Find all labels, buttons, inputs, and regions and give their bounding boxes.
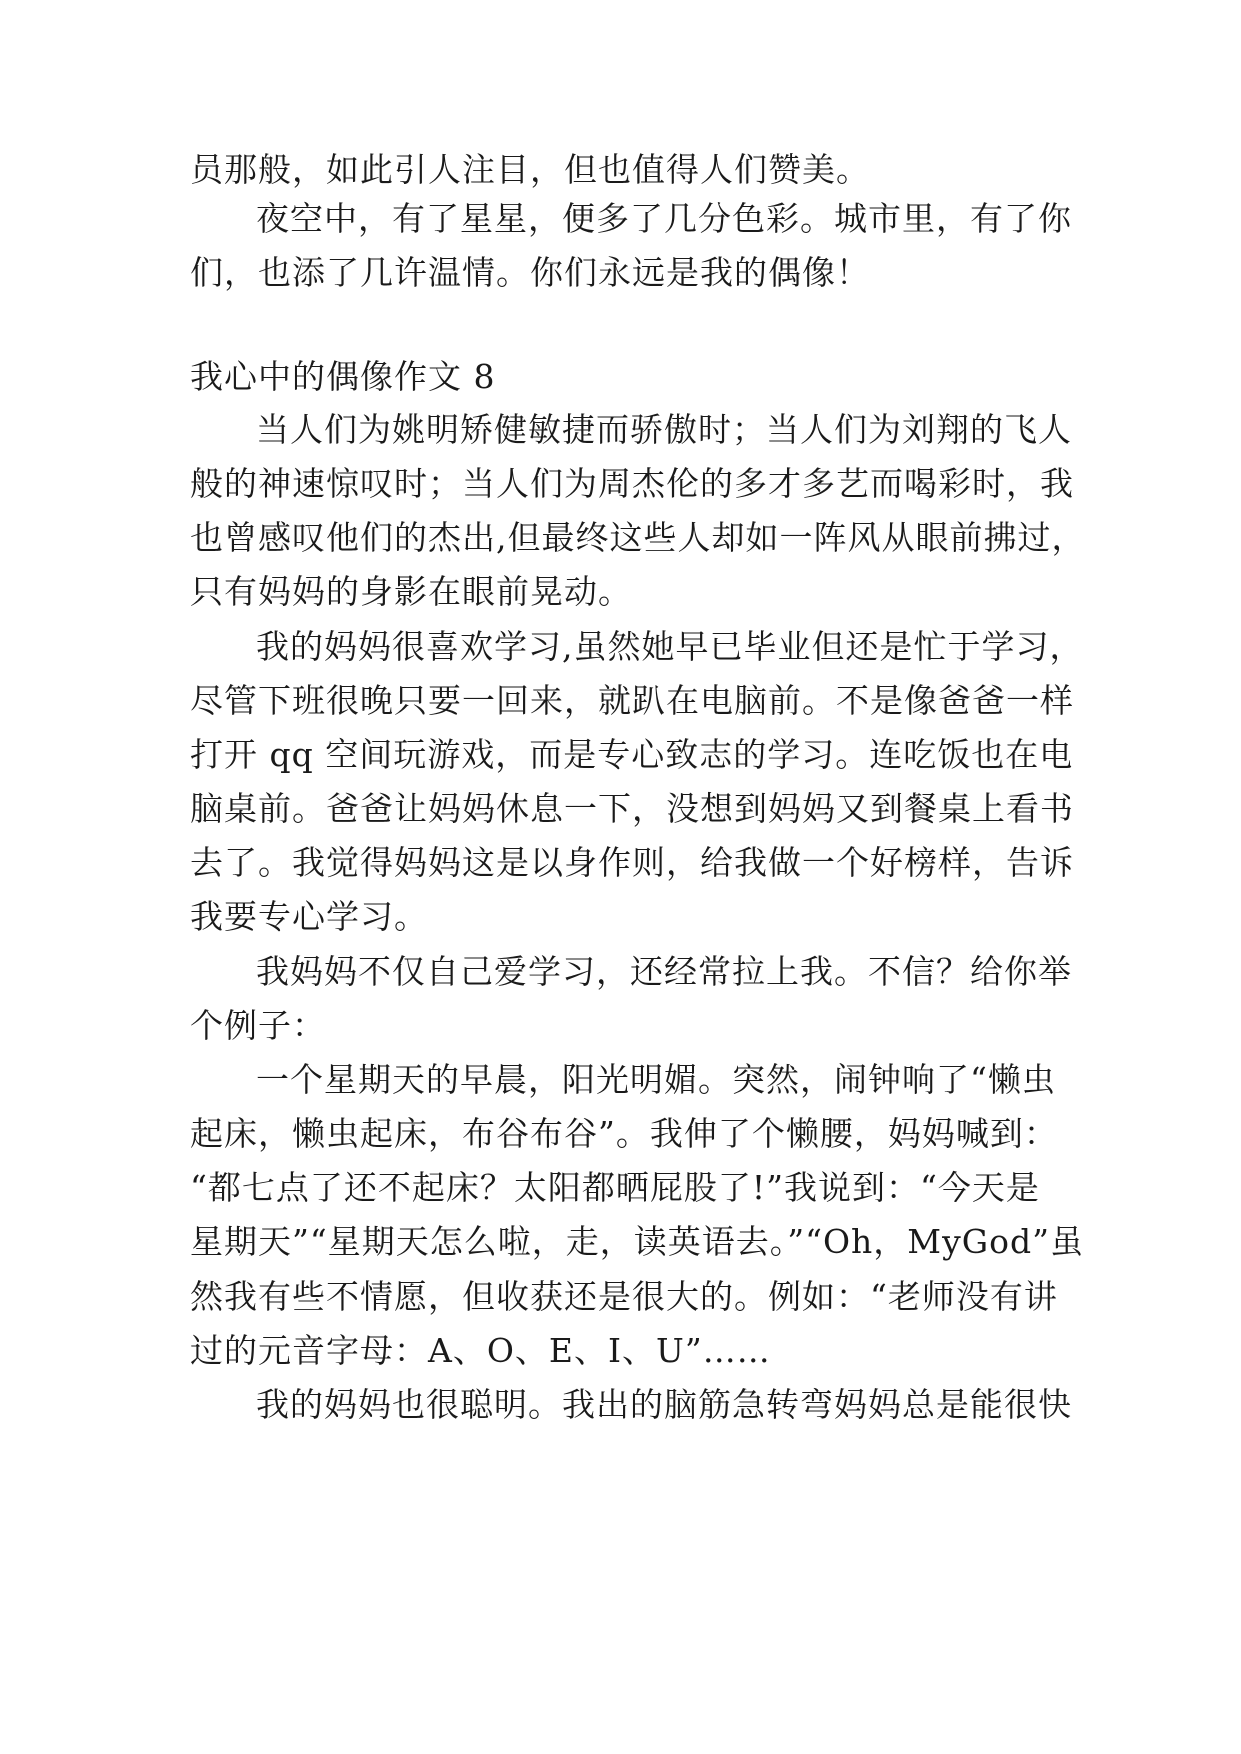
text-line: 员那般，如此引人注目，但也值得人们赞美。 [190,150,870,189]
text-line: “都七点了还不起床？太阳都晒屁股了!”我说到：“今天是 [190,1168,1040,1207]
text-line: 我的妈妈也很聪明。我出的脑筋急转弯妈妈总是能很快 [256,1385,1072,1424]
text-line: 起床，懒虫起床，布谷布谷”。我伸了个懒腰，妈妈喊到： [190,1114,1058,1153]
text-line: 也曾感叹他们的杰出,但最终这些人却如一阵风从眼前拂过， [190,518,1086,557]
text-line: 打开 qq 空间玩游戏，而是专心致志的学习。连吃饭也在电 [190,735,1074,774]
text-line: 星期天”“星期天怎么啦，走，读英语去。”“Oh，MyGod”虽 [190,1222,1084,1261]
section-heading: 我心中的偶像作文 8 [190,357,496,396]
text-line: 夜空中，有了星星，便多了几分色彩。城市里，有了你 [256,199,1072,238]
text-line: 当人们为姚明矫健敏捷而骄傲时；当人们为刘翔的飞人 [256,410,1072,449]
text-line: 我要专心学习。 [190,897,428,936]
text-line: 过的元音字母：A、O、E、I、U”…… [190,1331,771,1370]
text-line: 只有妈妈的身影在眼前晃动。 [190,572,632,611]
text-line: 我的妈妈很喜欢学习,虽然她早已毕业但还是忙于学习， [256,627,1084,666]
text-line: 一个星期天的早晨，阳光明媚。突然，闹钟响了“懒虫 [256,1060,1056,1099]
text-line: 般的神速惊叹时；当人们为周杰伦的多才多艺而喝彩时，我 [190,464,1074,503]
text-line: 去了。我觉得妈妈这是以身作则，给我做一个好榜样，告诉 [190,843,1074,882]
text-line: 我妈妈不仅自己爱学习，还经常拉上我。不信？给你举 [256,952,1072,991]
text-line: 个例子： [190,1006,326,1045]
text-line: 然我有些不情愿，但收获还是很大的。例如：“老师没有讲 [190,1277,1058,1316]
text-line: 脑桌前。爸爸让妈妈休息一下，没想到妈妈又到餐桌上看书 [190,789,1074,828]
text-line: 尽管下班很晚只要一回来，就趴在电脑前。不是像爸爸一样 [190,681,1074,720]
text-line: 们，也添了几许温情。你们永远是我的偶像！ [190,253,870,292]
